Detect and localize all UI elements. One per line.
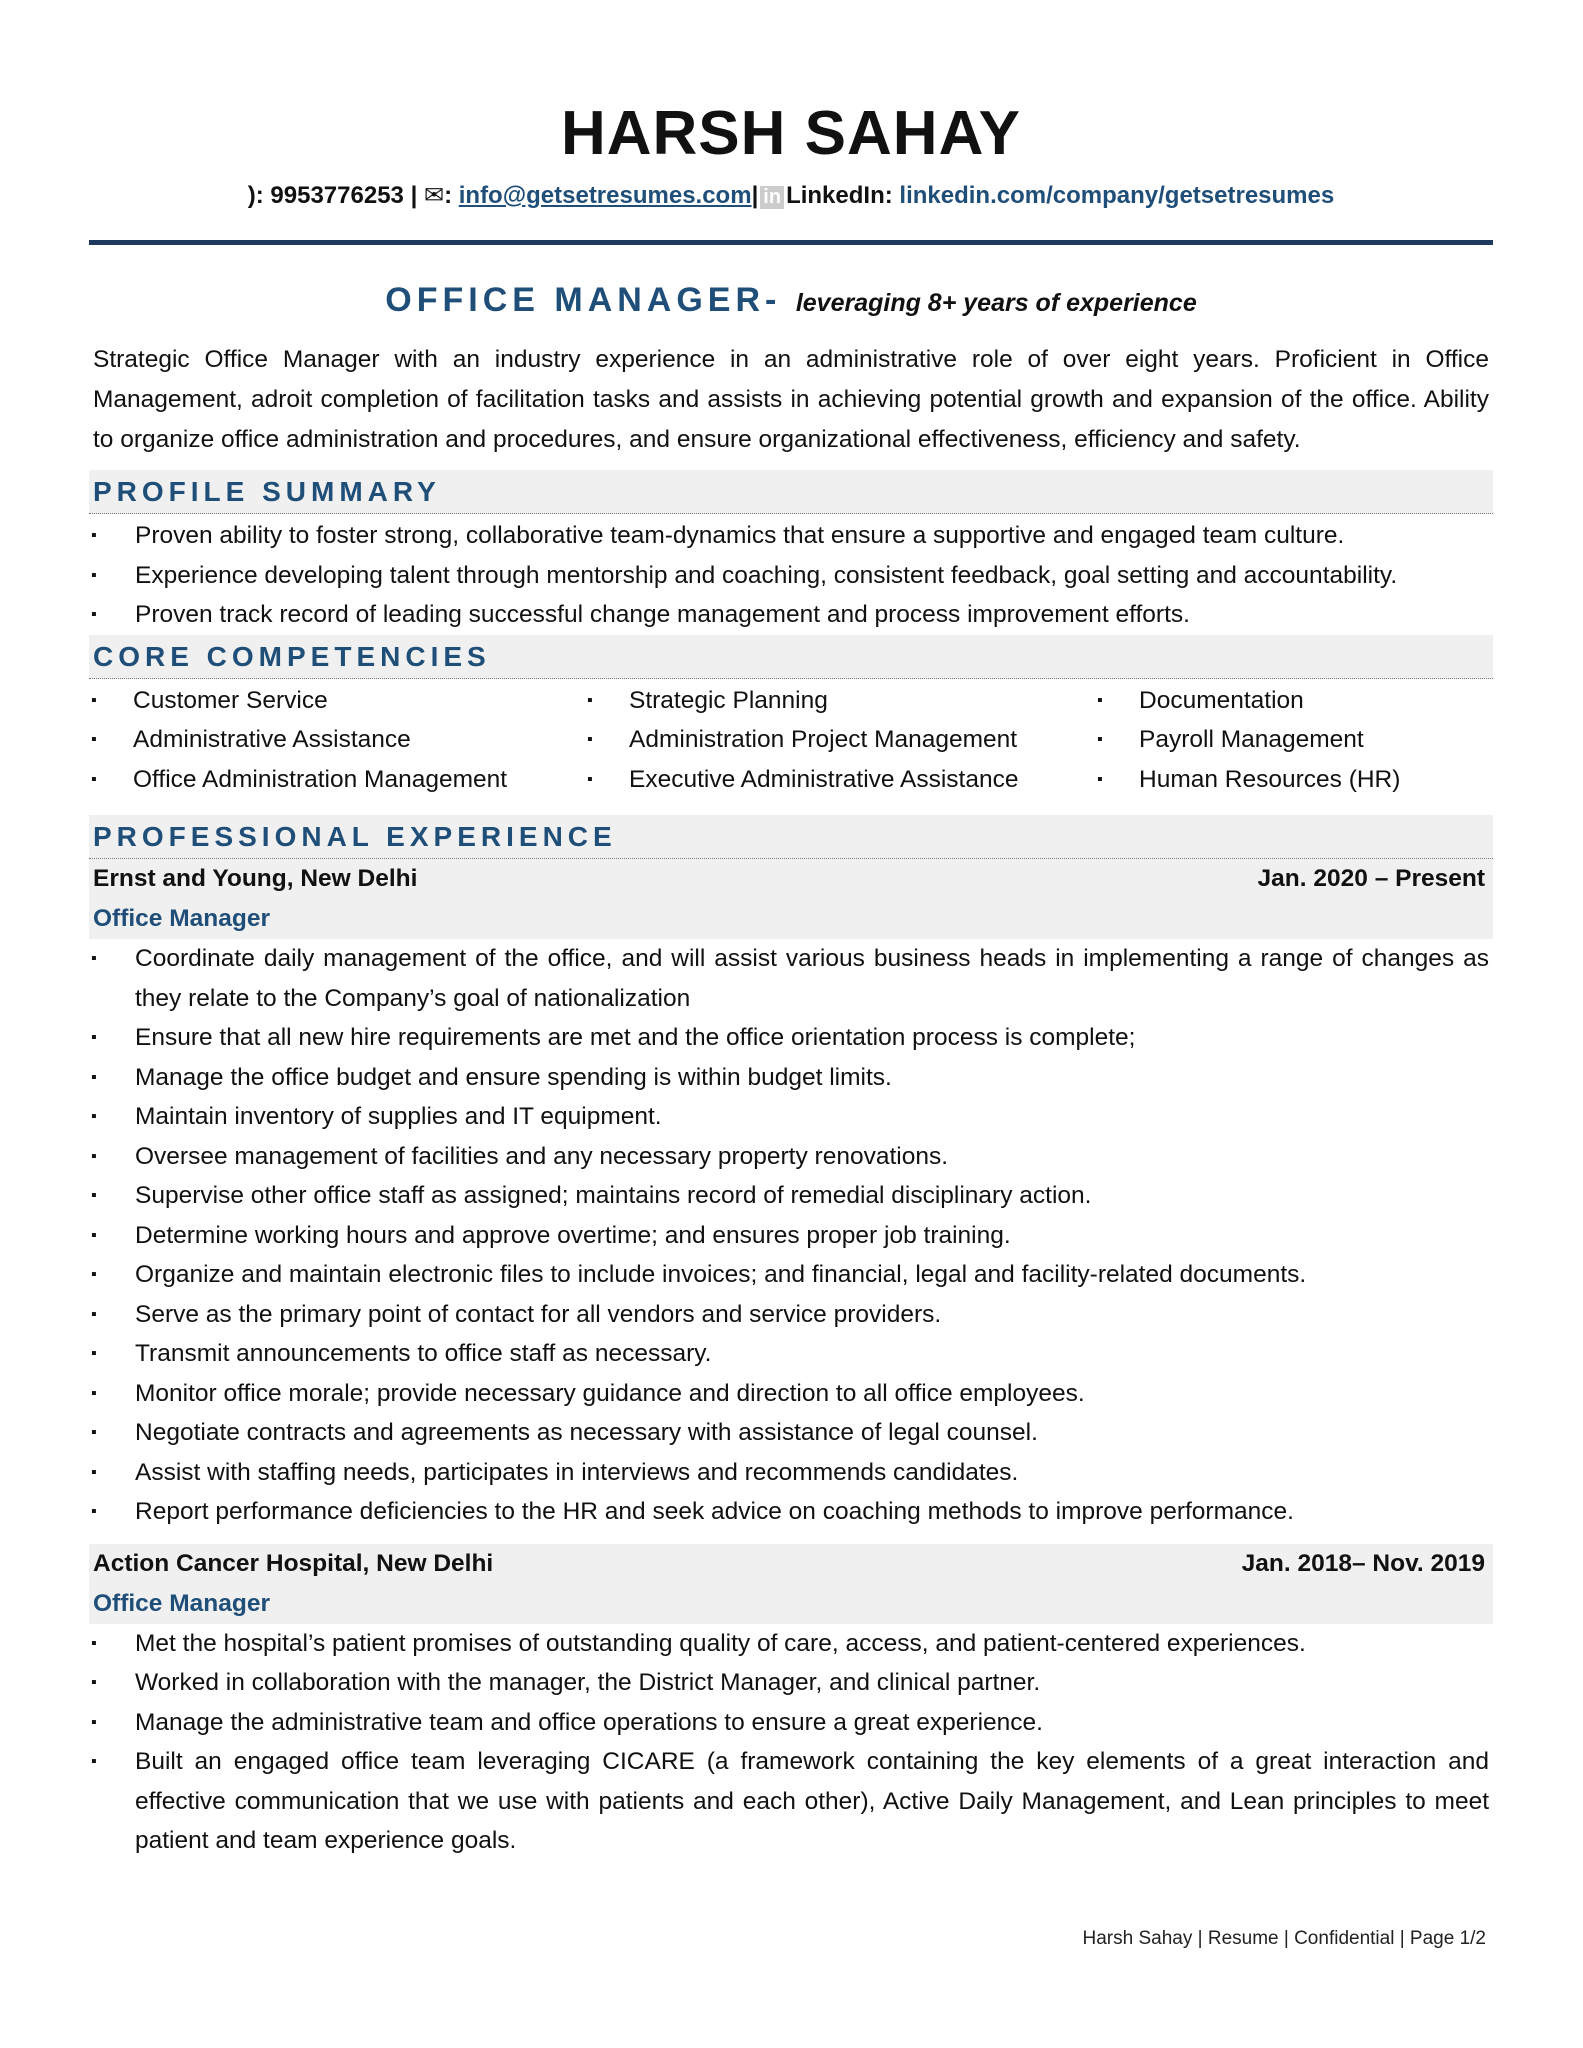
section-heading-core-competencies: CORE COMPETENCIES [89,635,1493,679]
email-label: : [444,182,459,209]
list-item: ▪ Coordinate daily management of the office, and will assist various business heads in implementing a range of changes as they relate to the Company’s goal of nationalization [89,939,1493,1018]
competencies-column-1 [89,681,585,800]
page-footer: Harsh Sahay | Resume | Confidential | Page 1/2 [1082,1928,1486,1949]
list-item: ▪ Report performance deficiencies to the HR and seek advice on coaching methods to improve performance. [89,1492,1493,1532]
competencies-column-3 [1095,681,1493,800]
section-heading-profile-summary: PROFILE SUMMARY [89,470,1493,514]
job-header [89,859,1493,899]
summary-paragraph: Strategic Office Manager with an industry experience in an administrative role of over eight years. Proficient in Office Management, adroit completion of facilitation tasks and assists in achieving potential growth and expansion of the office. Ability to organize office administration and procedures, and ensure organizational effectiveness, efficiency and safety. [93,346,1489,453]
profile-summary-list [89,516,1493,635]
competencies-column-2 [585,681,1095,800]
job-role: Office Manager [89,1584,1493,1624]
list-item: ▪ Office Administration Management [89,760,585,800]
competencies-grid [89,681,1493,800]
headline-title: OFFICE MANAGER- [385,281,796,319]
list-item: ▪ Transmit announcements to office staff as necessary. [89,1334,1493,1374]
list-item: ▪ Administration Project Management [585,720,1095,760]
list-item: ▪ Determine working hours and approve overtime; and ensures proper job training. [89,1216,1493,1256]
list-item: ▪ Manage the administrative team and office operations to ensure a great experience. [89,1703,1493,1743]
job-company: Ernst and Young, New Delhi [93,865,418,892]
job-role: Office Manager [89,899,1493,939]
list-item: ▪ Met the hospital’s patient promises of outstanding quality of care, access, and patient-centered experiences. [89,1624,1493,1664]
list-item: ▪ Administrative Assistance [89,720,585,760]
phone-text: ): 9953776253 | [247,182,424,209]
resume-page [89,0,1493,1861]
linkedin-link[interactable]: linkedin.com/company/getsetresumes [899,182,1335,209]
contact-line [89,181,1493,210]
list-item: ▪ Worked in collaboration with the manager, the District Manager, and clinical partner. [89,1663,1493,1703]
list-item: ▪ Experience developing talent through mentorship and coaching, consistent feedback, goal setting and accountability. [89,556,1493,596]
list-item: ▪ Strategic Planning [585,681,1095,721]
list-item: ▪ Human Resources (HR) [1095,760,1493,800]
headline-subtitle: leveraging 8+ years of experience [795,289,1197,317]
email-icon: ✉ [423,182,445,209]
job-dates: Jan. 2020 – Present [1257,865,1485,892]
list-item: ▪ Maintain inventory of supplies and IT equipment. [89,1097,1493,1137]
header-divider [89,240,1493,245]
list-item: ▪ Negotiate contracts and agreements as necessary with assistance of legal counsel. [89,1413,1493,1453]
job-duties-list [89,1624,1493,1861]
list-item: ▪ Organize and maintain electronic files to include invoices; and financial, legal and facility-related documents. [89,1255,1493,1295]
list-item: ▪ Oversee management of facilities and any necessary property renovations. [89,1137,1493,1177]
candidate-name: HARSH SAHAY [560,99,1021,168]
list-item: ▪ Customer Service [89,681,585,721]
list-item: ▪ Manage the office budget and ensure spending is within budget limits. [89,1058,1493,1098]
list-item: ▪ Monitor office morale; provide necessary guidance and direction to all office employees. [89,1374,1493,1414]
list-item: ▪ Executive Administrative Assistance [585,760,1095,800]
separator: | [751,182,759,209]
headline [89,281,1493,320]
list-item: ▪ Supervise other office staff as assigned; maintains record of remedial disciplinary action. [89,1176,1493,1216]
list-item: ▪ Ensure that all new hire requirements are met and the office orientation process is complete; [89,1018,1493,1058]
email-link[interactable]: info@getsetresumes.com [458,182,752,209]
job-dates: Jan. 2018– Nov. 2019 [1241,1549,1485,1577]
list-item: ▪ Proven track record of leading successful change management and process improvement efforts. [89,595,1493,635]
linkedin-icon: in [760,186,784,209]
list-item: ▪ Proven ability to foster strong, collaborative team-dynamics that ensure a supportive and engaged team culture. [89,516,1493,556]
list-item: ▪ Documentation [1095,681,1493,721]
list-item: ▪ Serve as the primary point of contact for all vendors and service providers. [89,1295,1493,1335]
list-item: ▪ Assist with staffing needs, participates in interviews and recommends candidates. [89,1453,1493,1493]
job-duties-list [89,939,1493,1532]
list-item: ▪ Built an engaged office team leveraging CICARE (a framework containing the key elements of a great interaction and effective communication that we use with patients and each other), Active Daily Management, and Lean principles to meet patient and team experience goals. [89,1742,1493,1861]
experience-list [89,859,1493,1861]
list-item: ▪ Payroll Management [1095,720,1493,760]
section-heading-professional-experience: PROFESSIONAL EXPERIENCE [89,815,1493,859]
linkedin-label: LinkedIn: [786,182,900,209]
job-company: Action Cancer Hospital, New Delhi [93,1549,494,1577]
job-header [89,1544,1493,1584]
